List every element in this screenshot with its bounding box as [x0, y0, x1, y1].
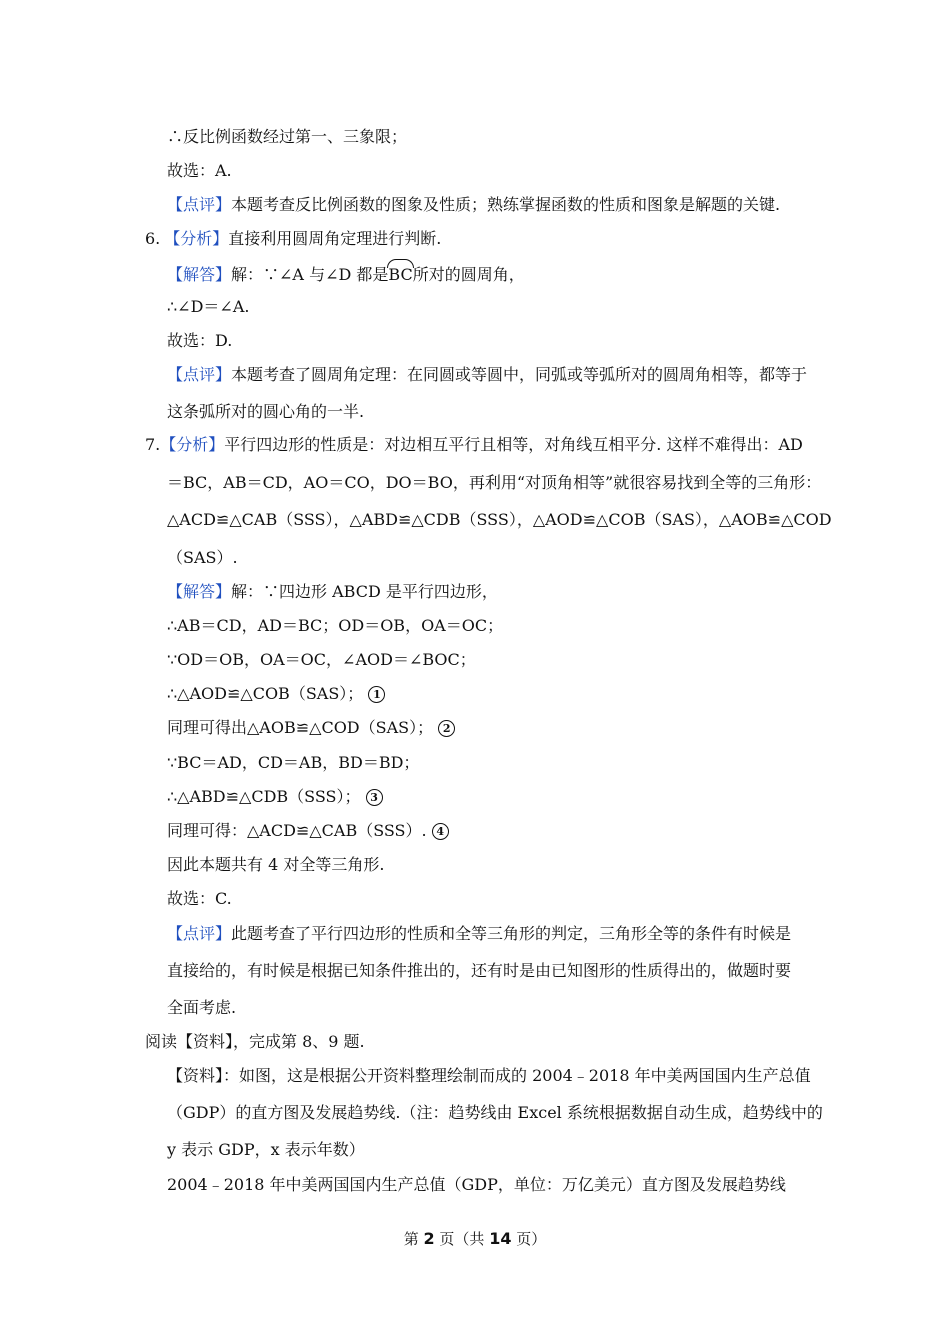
comment-tag: 【点评】 — [167, 365, 232, 384]
text: 因此本题共有 4 对全等三角形. — [167, 855, 385, 874]
text-line — [167, 1174, 786, 1196]
page-number: 2 — [423, 1229, 435, 1248]
text-line — [167, 752, 419, 774]
circled-number: 3 — [366, 789, 383, 806]
text: y 表示 GDP，x 表示年数） — [167, 1140, 365, 1159]
answer-tag: 【解答】 — [167, 265, 232, 284]
text: ∴AB＝CD，AD＝BC；OD＝OB，OA＝OC； — [167, 616, 504, 635]
text: 直接给的，有时候是根据已知条件推出的，还有时是由已知图形的性质得出的，做题时要 — [167, 961, 792, 980]
text: 2004﹣2018 年中美两国国内生产总值（GDP，单位：万亿美元）直方图及发展趋势线 — [167, 1175, 786, 1194]
text: 全面考虑. — [167, 998, 237, 1017]
text: 解：∵∠A 与∠D 都是 — [231, 265, 389, 284]
text-line — [167, 1065, 811, 1087]
text: ∴△ABD≌△CDB（SSS）； — [167, 787, 361, 806]
footer-text: 页） — [511, 1230, 547, 1248]
page-footer — [0, 1228, 950, 1249]
total-pages: 14 — [489, 1229, 512, 1248]
answer-line — [167, 581, 498, 603]
text-line — [167, 160, 232, 182]
text: 故选：A. — [167, 161, 232, 180]
text-line — [167, 960, 791, 982]
text-line — [167, 509, 832, 531]
text: ∵OD＝OB，OA＝OC，∠AOD＝∠BOC； — [167, 650, 476, 669]
text: 【资料】：如图，这是根据公开资料整理绘制而成的 2004﹣2018 年中美两国国内生产总值 — [167, 1066, 811, 1085]
analysis-tag: 【分析】 — [164, 229, 229, 248]
text-line — [167, 888, 232, 910]
text-line — [167, 296, 249, 318]
text-line — [167, 547, 238, 569]
text: 同理可得出△AOB≌△COD（SAS）； — [167, 718, 434, 737]
text: （GDP）的直方图及发展趋势线.（注：趋势线由 Excel 系统根据数据自动生成，趋势线中的 — [167, 1103, 823, 1122]
text: 故选：C. — [167, 889, 232, 908]
footer-text: 页（共 — [434, 1230, 490, 1248]
text: 故选：D. — [167, 331, 233, 350]
text: 此题考查了平行四边形的性质和全等三角形的判定，三角形全等的条件有时候是 — [231, 924, 792, 943]
text-line — [167, 1139, 365, 1161]
text: 同理可得：△ACD≌△CAB（SSS）. — [167, 821, 427, 840]
text: △ACD≌△CAB（SSS），△ABD≌△CDB（SSS），△AOD≌△COB（SAS），△AOB≌△COD — [167, 510, 832, 529]
question-7-analysis — [145, 434, 803, 456]
question-6-analysis — [145, 228, 441, 250]
text: ∵BC＝AD，CD＝AB，BD＝BD； — [167, 753, 420, 772]
arc-symbol: BC — [388, 262, 412, 286]
answer-tag: 【解答】 — [167, 582, 232, 601]
text: 这条弧所对的圆心角的一半. — [167, 402, 365, 421]
text-line — [167, 683, 385, 705]
question-number: 6. — [145, 229, 161, 248]
comment-tag: 【点评】 — [167, 195, 232, 214]
text-line — [167, 615, 503, 637]
text: （SAS）. — [167, 548, 238, 567]
text-line — [167, 854, 384, 876]
comment-line — [167, 194, 780, 216]
text: ∴反比例函数经过第一、三象限； — [167, 127, 408, 146]
text-line — [167, 126, 407, 148]
question-number: 7. — [145, 435, 161, 454]
text-line — [167, 717, 455, 739]
answer-line — [167, 262, 525, 286]
text: 平行四边形的性质是：对边相互平行且相等，对角线互相平分. 这样不难得出：AD — [224, 435, 803, 454]
text-line — [167, 786, 383, 808]
comment-tag: 【点评】 — [167, 924, 232, 943]
text-line — [167, 997, 236, 1019]
text: ∴△AOD≌△COB（SAS）； — [167, 684, 364, 703]
text-line — [167, 820, 449, 842]
text-line — [167, 472, 821, 494]
text: 所对的圆周角， — [412, 265, 525, 284]
circled-number: 2 — [438, 720, 455, 737]
comment-line — [167, 923, 791, 945]
text-line — [167, 1102, 823, 1124]
text: ＝BC，AB＝CD，AO＝CO，DO＝BO，再利用“对顶角相等”就很容易找到全等的三角形： — [167, 473, 822, 492]
analysis-tag: 【分析】 — [160, 435, 225, 454]
circled-number: 4 — [432, 823, 449, 840]
circled-number: 1 — [368, 686, 385, 703]
text: 本题考查反比例函数的图象及性质；熟练掌握函数的性质和图象是解题的关键. — [231, 195, 781, 214]
text: 本题考查了圆周角定理：在同圆或等圆中，同弧或等弧所对的圆周角相等，都等于 — [231, 365, 808, 384]
text: 阅读【资料】，完成第 8、9 题. — [145, 1032, 365, 1051]
text-line — [167, 401, 364, 423]
text-line — [167, 330, 232, 352]
text: ∴∠D＝∠A. — [167, 297, 250, 316]
footer-text: 第 — [403, 1230, 424, 1248]
text-line — [145, 1031, 365, 1053]
comment-line — [167, 364, 807, 386]
text-line — [167, 649, 476, 671]
text: 解：∵四边形 ABCD 是平行四边形， — [231, 582, 498, 601]
text: 直接利用圆周角定理进行判断. — [228, 229, 442, 248]
